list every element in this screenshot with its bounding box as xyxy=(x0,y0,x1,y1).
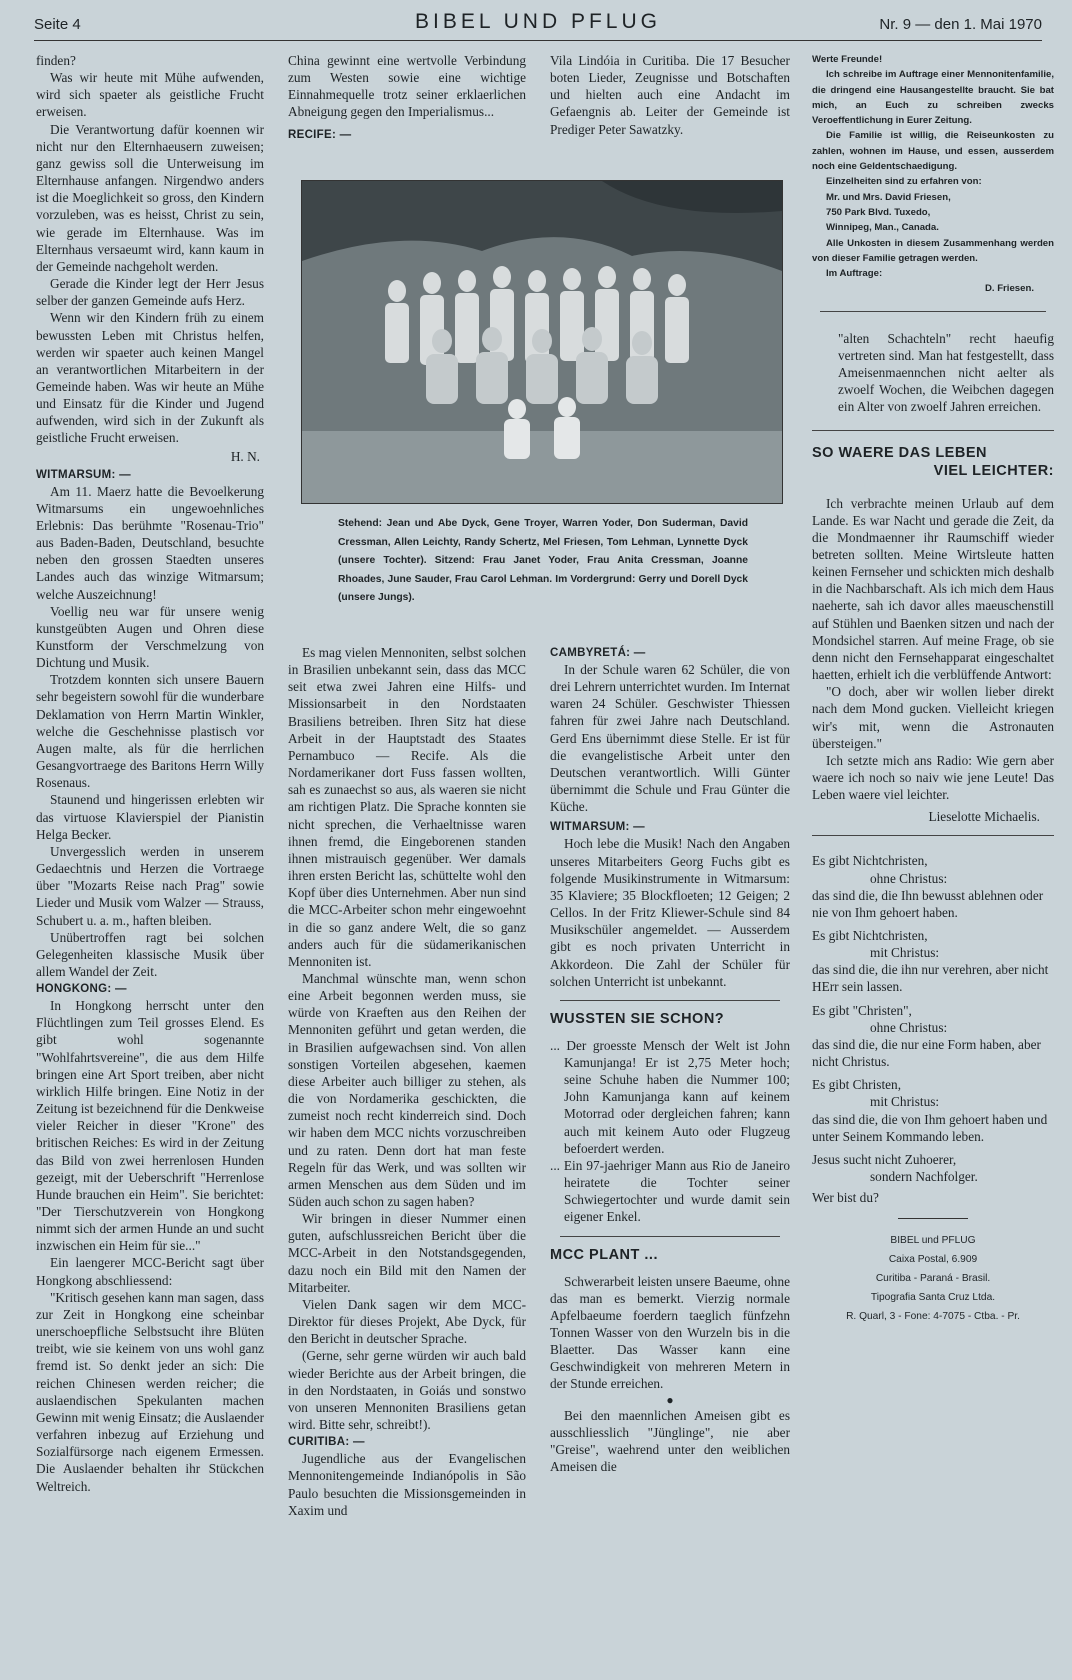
article-text: Unübertroffen ragt bei solchen Gelegenheiten klassische Musik über allem Wandel der Zeit. xyxy=(36,929,264,979)
article-text: finden? xyxy=(36,53,76,68)
article-text: Bei den maennlichen Ameisen gibt es ausschliesslich "Jünglinge", nie aber "Greise", waehrend unter den weiblichen Ameisen die xyxy=(550,1407,790,1475)
group-photo-image xyxy=(302,181,782,503)
author-signature: H. N. xyxy=(230,448,260,464)
article-text: Vielen Dank sagen wir dem MCC-Direktor für dieses Projekt, Abe Dyck, für den Bericht in deutscher Sprache. xyxy=(288,1296,526,1347)
article-text: Wenn wir den Kindern früh zu einem bewussten Leben mit Christus helfen, werden wir spaeter auch keinen Mangel an verantwortlichen Mitarbeitern in der Gemeinde haben. Was wir heute an Mühe und Einsatz für die Kinder und Jugend aufwenden, wird sich in der Zukunft als geistliche Frucht erweisen. xyxy=(36,310,264,446)
address-line: BIBEL und PFLUG xyxy=(890,1235,976,1247)
notice-text: Ich schreibe im Auftrage einer Mennonitenfamilie, die dringend eine Hausangestellte braucht. Sie bat mich, an Euch zu schreiben zwecks Veroeffentlichung in Eurer Zeitung. xyxy=(812,69,1054,127)
divider xyxy=(812,835,1054,836)
section-heading-wussten: WUSSTEN SIE SCHON? xyxy=(550,1010,725,1027)
article-text: Voellig neu war für unsere wenig kunstgeübten Augen und Ohren diese Kunstform der Verschmelzung von Dichtung und Musik. xyxy=(36,603,264,671)
section-heading-witmarsum-2: WITMARSUM: — xyxy=(550,821,645,834)
article-text: Am 11. Maerz hatte die Bevoelkerung Witmarsums ein ungewoehnliches Erlebnis: Das berühmte "Rosenau-Trio" aus Baden-Baden, Deutschland, besuchte neben den grossen Staedten unseres Landes auch das winzige Witmarsum; welche Auszeichnung! xyxy=(36,483,264,602)
article-text: China gewinnt eine wertvolle Verbindung zum Westen sowie eine wichtige Einnahmequelle trotz seiner erklaerlichen Abneigung gegen den Imperialismus... xyxy=(288,53,526,120)
fact-item: ... Der groesste Mensch der Welt ist John Kamunjanga! Er ist 2,75 Meter hoch; seine Schuhe haben die Nummer 100; John Kamunjanga kann auf keinem Motorrad oder dergleichen fahren; kann auch mit keinem Auto oder Flugzeug befoerdert werden. xyxy=(550,1037,790,1156)
poem-line: Wer bist du? xyxy=(812,1190,879,1206)
poem-line: Jesus sucht nicht Zuhoerer, xyxy=(812,1151,957,1167)
article-text: Ich verbrachte meinen Urlaub auf dem Lande. Es war Nacht und gerade die Zeit, da die Mondmaenner ihr Raumschiff wieder betreten sollten. Meine Wirtsleute hatten keinen Fernseher und schickten mich deshalb in die Nachbarschaft. Als ich mich dem Haus naeherte, sah ich davor alles maeuschenstill auf Stühlen und Baenken sitzen und nach der Mondsichel starren. Auf meine Frage, ob sie denn nicht den Fernsehapparat eingeschaltet haetten, erhielt ich die verblüffende Antwort: xyxy=(812,495,1054,683)
notice-text: Im Auftrage: xyxy=(826,268,883,280)
section-heading-hongkong: HONGKONG: — xyxy=(36,983,127,996)
section-heading-cambyreta: CAMBYRETÁ: — xyxy=(550,647,646,659)
column-4 xyxy=(812,52,1054,1667)
article-text: Staunend und hingerissen erlebten wir das virtuose Klavierspiel der Pianistin Helga Becker. xyxy=(36,792,264,842)
bullet-separator: ● xyxy=(666,1392,674,1407)
article-text: (Gerne, sehr gerne würden wir auch bald wieder Berichte aus der Arbeit bringen, die in den Nordstaaten, in Goiás und sonstwo von unseren Mennoniten Brasiliens getan wird. Bitte sehr, schreibt!). xyxy=(288,1348,526,1433)
column-3-top xyxy=(550,52,790,138)
publisher-address xyxy=(812,1231,1054,1326)
notice-text: Die Familie ist willig, die Reiseunkosten zu zahlen, wohnen im Hause, und essen, ausserdem noch eine Geldentschaedigung. xyxy=(812,130,1054,173)
poem xyxy=(812,852,1054,1206)
article-text: Trotzdem konnten sich unsere Bauern sehr begeistern sowohl für die wunderbare Deklamation von Herrn Martin Winkler, welche die Geschehnisse plastisch vor Augen malte, als für die herrlichen Gesangvortraege des Baritons Herrn Willy Rosenaus. xyxy=(36,672,264,791)
divider xyxy=(560,1000,780,1001)
poem-line: ohne Christus: xyxy=(870,870,948,886)
column-2 xyxy=(288,644,526,1654)
poem-line: das sind die, die nur eine Form haben, aber nicht Christus. xyxy=(812,1036,1041,1070)
poem-line: ohne Christus: xyxy=(870,1019,948,1035)
poem-line: das sind die, die von Ihm gehoert haben und unter Seinem Kommando leben. xyxy=(812,1111,1048,1144)
article-text: Hoch lebe die Musik! Nach den Angaben unseres Mitarbeiters Georg Fuchs gibt es folgende Musikinstrumente in Witmarsum: 35 Klaviere; 35 Blockfloeten; 12 Geigen; 2 Cellos. In der Fritz Kliewer-Schule sind 84 Musikschüler angemeldet. — Ausserdem gibt es noch privaten Unterricht in Akkordeon. Die Zahl der Schüler für solchen Unterricht ist unbekannt. xyxy=(550,836,790,989)
notice-text: Alle Unkosten in diesem Zusammenhang werden von dieser Familie getragen werden. xyxy=(812,237,1054,264)
fact-item: ... Ein 97-jaehriger Mann aus Rio de Janeiro heiratete die Tochter seiner Schwiegertochter und wurde damit sein eigener Enkel. xyxy=(550,1157,790,1225)
divider xyxy=(812,430,1054,431)
article-text: Manchmal wünschte man, wenn schon eine Arbeit begonnen werden muss, sie würde von Kraeften aus den Reihen der Mennoniten geführt und getan werden, die in Brasilien aufgewachsen sind. Von allen sonstigen Vorteilen abgesehen, kaemen diese Arbeiter auch billiger zu stehen, als die von Nordamerika geschickten, die zumeist noch recht kinderreich sind. Doch wir haben dem MCC nichts vorzuschreiben und zu raten. Denn dort hat man feste Regeln für das Werk, und was sollten wir armen Menschen aus dem Süden und im Süden auch schon zu sagen haben? xyxy=(288,970,526,1209)
address-line: Curitiba - Paraná - Brasil. xyxy=(875,1273,991,1285)
column-1 xyxy=(36,52,264,1657)
poem-line: das sind die, die Ihn bewusst ablehnen oder nie von Ihm gehoert haben. xyxy=(812,887,1044,920)
photo-caption: Stehend: Jean und Abe Dyck, Gene Troyer, Warren Yoder, Don Suderman, David Cressman, Allen Leichty, Randy Schertz, Mel Friesen, Tom Lehman, Lynnette Dyck (unsere Tochter). Sitzend: Frau Janet Yoder, Frau Anita Cressman, Joanne Rhoades, June Sauder, Frau Carol Lehman. Im Vordergrund: Gerry und Dorell Dyck (unsere Jungs). xyxy=(338,518,748,603)
address-line: Caixa Postal, 6.909 xyxy=(888,1254,978,1266)
section-heading-witmarsum: WITMARSUM: — xyxy=(36,468,131,481)
notice-text: Einzelheiten sind zu erfahren von: xyxy=(826,176,982,188)
section-heading-viel-leichter: VIEL LEICHTER: xyxy=(933,462,1054,479)
article-text: Vila Lindóia in Curitiba. Die 17 Besucher boten Lieder, Zeugnisse und Botschaften und hielten auch eine Andacht im Gefaengnis ab. Leiter der Gemeinde ist Prediger Peter Sawatzky. xyxy=(550,53,790,137)
article-text: Ich setzte mich ans Radio: Wie gern aber waere ich noch so naiv wie jene Leute! Das Leben waere viel leichter. xyxy=(812,752,1054,803)
section-heading-curitiba: CURITIBA: — xyxy=(288,1436,365,1449)
article-text: In Hongkong herrscht unter den Flüchtlingen zum Teil grosses Elend. Es gibt wohl sogenannte "Wohlfahrtsvereine", die aus dem Hilfe bringen eine Art Sport treiben, aber nicht wirklich Hilfe bringen. Eine Notiz in der Zeitung ist bezeichnend für die Denkweise vieler Reicher in dieser "Krone" des britischen Reiches: Es wird in der Zeitung das Bild von zwei herrenlosen Hunden gezeigt, mit der Ueberschrift "Herrenlose Hunde brauchen ein Heim". Sie berichtet: "Der Tierschutzverein von Hongkong nimmt sich der armen Hunde an und sucht inzwischen ein Heim für sie..." xyxy=(36,998,264,1254)
article-text: Schwerarbeit leisten unsere Baeume, ohne das man es bemerkt. Vierzig normale Apfelbaeume foerdern taeglich fünfzehn Tonnen Wasser von den Wurzeln bis in die Blaetter. Das Wasser kann eine Geschwindigkeit von mehreren Metern in der Stunde erreichen. xyxy=(550,1273,790,1392)
masthead xyxy=(34,10,1042,41)
poem-line: Es gibt "Christen", xyxy=(812,1002,912,1018)
article-text: "alten Schachteln" recht haeufig vertreten sind. Man hat festgestellt, dass Ameisenmaennchen nicht aelter als zwoelf Wochen, die Weibchen dagegen ein Alter von zwoelf Jahren erreichen. xyxy=(838,330,1054,415)
article-text: In der Schule waren 62 Schüler, die von drei Lehrern unterrichtet wurden. Im Internat waren 24 Schüler. Geschwister Thiessen fahren für zwei Jahre nach Deutschland. Gerd Ens übernimmt diese Stelle. Er ist für die evangelistische Arbeit unter den Deutschen verantwortlich. Willi Günter übernimmt die Schule und Frau Günter die Küche. xyxy=(550,662,790,815)
notice-text: 750 Park Blvd. Tuxedo, xyxy=(826,206,931,218)
article-text: Die Verantwortung dafür koennen wir nicht nur den Elternhaeusern zuweisen; ganz gewiss soll die Unterweisung im Elternhause anfangen. Nirgendwo anders ist die Moeglichkeit so gross, den Kindern vorzuleben, was es heisst, Christ zu sein, wie gerade im Elternhause. Was im Elternhaus versaeumt wird, kann kaum in der Gemeinde nachgeholt werden. xyxy=(36,121,264,274)
address-line: R. Quarl, 3 - Fone: 4-7075 - Ctba. - Pr. xyxy=(846,1311,1020,1323)
divider xyxy=(560,1236,780,1237)
divider xyxy=(820,311,1046,312)
address-line: Tipografia Santa Cruz Ltda. xyxy=(870,1292,996,1304)
poem-line: Es gibt Nichtchristen, xyxy=(812,927,928,943)
article-text: Gerade die Kinder legt der Herr Jesus selber der ganzen Gemeinde aufs Herz. xyxy=(36,276,264,309)
page-number: Seite 4 xyxy=(34,16,81,33)
notice-text: Mr. und Mrs. David Friesen, xyxy=(826,191,951,203)
article-text: Was wir heute mit Mühe aufwenden, wird sich spaeter als geistliche Frucht erweisen. xyxy=(36,70,264,120)
column-3 xyxy=(550,644,790,1654)
section-heading-mcc-plant: MCC PLANT ... xyxy=(550,1246,658,1263)
group-photo xyxy=(301,180,783,504)
article-text: "O doch, aber wir wollen lieber direkt nach dem Mond gucken. Vielleicht kriegen wir's mit, wenn die Astronauten übersteigen." xyxy=(812,684,1054,751)
notice-text: Winnipeg, Man., Canada. xyxy=(826,222,939,234)
issue-date: Nr. 9 — den 1. Mai 1970 xyxy=(879,16,1042,33)
article-text: Ein laengerer MCC-Bericht sagt über Hongkong abschliessend: xyxy=(36,1255,264,1288)
newspaper-title: BIBEL UND PFLUG xyxy=(415,10,661,33)
author-signature: Lieselotte Michaelis. xyxy=(928,809,1040,825)
poem-line: mit Christus: xyxy=(870,945,940,961)
divider xyxy=(898,1218,968,1219)
section-heading-recife: RECIFE: — xyxy=(288,128,352,141)
poem-line: Es gibt Christen, xyxy=(812,1077,902,1093)
poem-line: mit Christus: xyxy=(870,1094,940,1110)
article-text: Wir bringen in dieser Nummer einen guten, aufschlussreichen Bericht über die MCC-Arbeit in den Notstandsgegenden, dazu noch ein Bild mit den Namen der Mitarbeiter. xyxy=(288,1211,526,1295)
notice-text: Werte Freunde! xyxy=(812,54,883,65)
article-text: Jugendliche aus der Evangelischen Mennonitengemeinde Indianópolis in São Paulo besuchten die Missionsgemeinden in Xaxim und xyxy=(288,1451,526,1518)
column-2-top xyxy=(288,52,526,143)
section-heading-so-waere: SO WAERE DAS LEBEN xyxy=(812,444,987,461)
article-text: Unvergesslich werden in unserem Gedaechtnis und Herzen die Vortraege über "Mozarts Reise nach Prag" sowie Lieder und Musik vom Walzer — Strauss, Schubert u. a. m., haften bleiben. xyxy=(36,843,264,928)
poem-line: das sind die, die ihn nur verehren, aber nicht HErr sein lassen. xyxy=(812,962,1049,995)
poem-line: Es gibt Nichtchristen, xyxy=(812,853,928,869)
article-text: Es mag vielen Mennoniten, selbst solchen in Brasilien unbekannt sein, dass das MCC seit etwa zwei Jahren eine Hilfs- und Missionsarbeit in den Nordstaaten Brasiliens betreiben. Ihren Sitz hat diese Arbeit in der Hauptstadt des Staates Pernambuco — Recife. Als die Nordamerikaner dort Fuss fassen wollten, sah es zunaechst so aus, als waeren sie nicht am richtigen Platz. Die Sprache konnten sie nicht sprechen, die Verhaeltnisse waren ihnen fremd, die Eingeborenen standen ihnen mistrauisch gegenüber. Wer damals ihren ersten Bericht las, schüttelte wohl den Kopf über dies Unternehmen. Aber nun sind die MCC-Arbeiter schon mehr eingewoehnt in die so ganz andere Welt, die so ganz anders auch für die südamerikanischen Mennoniten ist. xyxy=(288,645,526,969)
poem-line: sondern Nachfolger. xyxy=(870,1169,978,1184)
article-text: "Kritisch gesehen kann man sagen, dass zur Zeit in Hongkong eine scheinbar unerschoepfliche Selbstsucht ihre Blüten treibt, wie sie keinem von uns wohl ganz fremd ist. So denkt jeder an sich: Die reichen Chinesen werden reicher; die auslaendischen Spekulanten machen Gewinn mit wenig Einsatz; die Auslaender verfahren inbezug auf Erziehung und Sozialfürsorge nach eigenem Ermessen. Die Auslaender behalten ihr Stückchen Weltreich. xyxy=(36,1289,264,1494)
notice-signature: D. Friesen. xyxy=(984,283,1034,295)
